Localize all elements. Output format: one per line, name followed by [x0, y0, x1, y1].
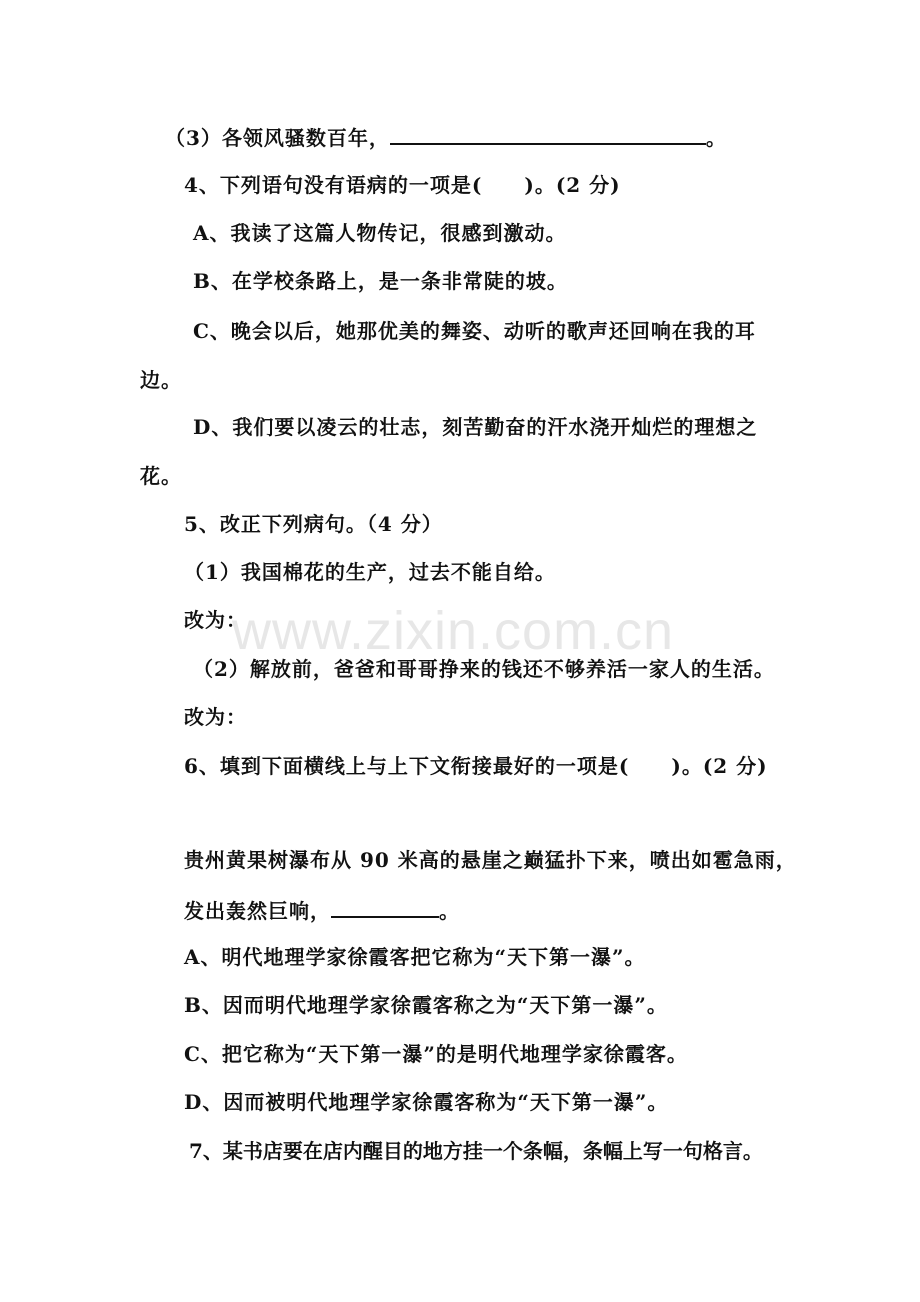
- question-5-fix-2-label: 改为：: [184, 705, 247, 729]
- question-5-stem: 5、改正下列病句。（4 分）: [184, 512, 443, 536]
- question-3-prefix: （3）各领风骚数百年，: [165, 126, 390, 150]
- question-6-passage-suffix: 。: [439, 899, 460, 923]
- question-3-line: [165, 123, 727, 151]
- question-7-stem: 7、某书店要在店内醒目的地方挂一个条幅，条幅上写一句格言。: [189, 1139, 763, 1163]
- answer-blank[interactable]: [331, 896, 439, 918]
- question-6-option-c: C、把它称为“天下第一瀑”的是明代地理学家徐霞客。: [184, 1042, 688, 1066]
- watermark: www.zixin.com.cn: [232, 601, 675, 661]
- question-4-stem: 4、下列语句没有语病的一项是( )。(2 分): [184, 173, 621, 197]
- question-4-option-d-line-2: 花。: [140, 464, 182, 488]
- question-4-option-c-line-2: 边。: [140, 368, 182, 392]
- question-4-option-c-line-1: C、晚会以后，她那优美的舞姿、动听的歌声还回响在我的耳: [193, 319, 756, 343]
- question-5-fix-1-label: 改为：: [184, 608, 247, 632]
- question-6-passage-line-2: [184, 896, 460, 924]
- question-5-sentence-1: （1）我国棉花的生产，过去不能自给。: [184, 560, 556, 584]
- question-4-option-b: B、在学校条路上，是一条非常陡的坡。: [193, 269, 568, 293]
- question-4-option-d-line-1: D、我们要以凌云的壮志，刻苦勤奋的汗水浇开灿烂的理想之: [193, 415, 758, 439]
- question-6-passage-prefix: 发出轰然巨响，: [184, 899, 331, 923]
- question-6-option-a: A、明代地理学家徐霞客把它称为“天下第一瀑”。: [184, 945, 646, 969]
- question-6-passage-line-1: 贵州黄果树瀑布从 90 米高的悬崖之巅猛扑下来，喷出如雹急雨，: [184, 848, 797, 872]
- question-6-option-d: D、因而被明代地理学家徐霞客称为“天下第一瀑”。: [184, 1090, 669, 1114]
- question-6-option-b: B、因而明代地理学家徐霞客称之为“天下第一瀑”。: [184, 993, 668, 1017]
- question-5-sentence-2: （2）解放前，爸爸和哥哥挣来的钱还不够养活一家人的生活。: [193, 657, 775, 681]
- answer-blank[interactable]: [390, 123, 706, 145]
- question-4-option-a: A、我读了这篇人物传记，很感到激动。: [193, 221, 567, 245]
- question-3-suffix: 。: [705, 126, 727, 150]
- question-6-stem: 6、填到下面横线上与上下文衔接最好的一项是( )。(2 分): [184, 754, 768, 778]
